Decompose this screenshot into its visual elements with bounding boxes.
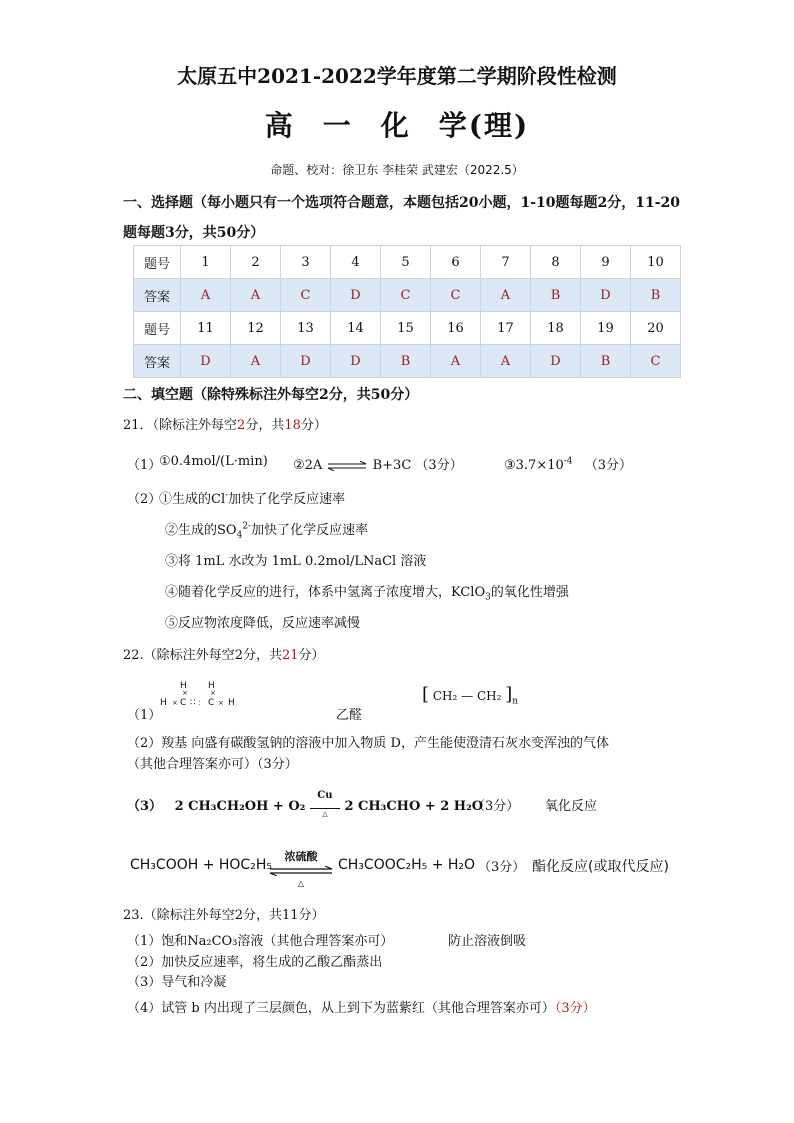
subject-title xyxy=(0,104,794,144)
answer-cell: A xyxy=(181,279,231,312)
table-cell: 17 xyxy=(481,312,531,345)
q22-part2-line2: （其他合理答案亦可）（3分） xyxy=(127,757,298,772)
answer-cell: A xyxy=(481,345,531,378)
polyethylene-formula xyxy=(422,684,518,706)
q21-part1-a: ①0.4mol/(L·min) xyxy=(159,454,268,469)
superscript: - xyxy=(225,490,229,501)
value-text: ③3.7×10 xyxy=(504,458,564,473)
table-cell: 15 xyxy=(381,312,431,345)
q22-head-total: 21 xyxy=(281,648,299,663)
svg-text:∷: ∷ xyxy=(190,698,196,708)
answer-cell: A xyxy=(231,345,281,378)
q22-part4-left: CH₃COOH + HOC₂H₅ xyxy=(130,857,272,873)
polymer-n: n xyxy=(512,696,519,707)
bracket-icon: ] xyxy=(505,684,513,705)
table-row xyxy=(134,279,681,312)
subject-char-2: 一 xyxy=(322,109,353,142)
q22-part3 xyxy=(127,790,484,818)
svg-text:×: × xyxy=(182,689,188,697)
equation-left: 2 CH₃CH₂OH + O₂ xyxy=(174,799,306,814)
q23-head-text: 23.（除标注外每空 xyxy=(123,908,235,923)
svg-text:H: H xyxy=(160,698,167,708)
answer-cell: D xyxy=(531,345,581,378)
table-row xyxy=(134,312,681,345)
q22-part4-right: CH₃COOC₂H₅ + H₂O xyxy=(338,857,476,873)
q21-part1-label: （1） xyxy=(127,458,162,473)
q22-head-points: 2 xyxy=(234,648,243,663)
q22-head-text: 分） xyxy=(298,648,325,663)
answer-cell: C xyxy=(631,345,681,378)
q22-part3-points: （3分） xyxy=(472,799,520,814)
q23-part4 xyxy=(127,997,596,1016)
table-cell: 14 xyxy=(331,312,381,345)
table-row xyxy=(134,345,681,378)
q23-head-text: 分） xyxy=(298,908,325,923)
q22-aldehyde: 乙醛 xyxy=(336,708,363,723)
table-cell: 1 xyxy=(181,246,231,279)
table-cell: 12 xyxy=(231,312,281,345)
q22-part1-label: （1） xyxy=(127,708,162,723)
table-cell: 2 xyxy=(231,246,281,279)
q21-head-text: 21．（除标注外每空 xyxy=(123,418,238,433)
table-row xyxy=(134,246,681,279)
q23-part1: （1）饱和Na₂CO₃溶液（其他合理答案亦可） xyxy=(127,934,394,949)
q21-head-points: 2 xyxy=(237,418,246,433)
subject-char-3: 化 xyxy=(380,109,411,142)
superscript: 2- xyxy=(242,521,252,532)
points-note: （3分） xyxy=(554,1001,596,1016)
table-cell: 6 xyxy=(431,246,481,279)
q23-head-total: 11 xyxy=(281,908,299,923)
table-cell: 16 xyxy=(431,312,481,345)
q21-part1-c xyxy=(504,454,632,473)
q21-head-text: 分，共 xyxy=(245,418,285,433)
item-text: 的氧化性增强 xyxy=(490,585,569,600)
q21-part2-item1 xyxy=(159,488,345,507)
q22-part4-type: 酯化反应(或取代反应) xyxy=(532,859,669,875)
answer-cell: A xyxy=(481,279,531,312)
svg-text:H: H xyxy=(208,681,215,691)
subscript: 4 xyxy=(236,530,243,541)
svg-text:H: H xyxy=(180,681,187,691)
answer-cell: D xyxy=(331,279,381,312)
q21-part2-item4 xyxy=(165,581,569,603)
answer-cell: B xyxy=(581,345,631,378)
subscript: 3 xyxy=(485,592,491,603)
part-label: （3） xyxy=(127,799,163,814)
answer-cell: A xyxy=(431,345,481,378)
row-label: 答案 xyxy=(134,345,181,378)
heat-symbol: △ xyxy=(297,879,305,888)
q23-part3: （3）导气和冷凝 xyxy=(127,975,227,990)
answer-table xyxy=(133,245,681,378)
esterification-arrow xyxy=(268,848,334,888)
equation-left: ②2A xyxy=(293,458,323,473)
ethylene-electron-formula-icon xyxy=(156,678,246,714)
section1-heading-line1: 一、选择题（每小题只有一个选项符合题意，本题包括20小题，1-10题每题2分，11-20 xyxy=(123,195,681,211)
q21-part2-item2 xyxy=(165,519,368,541)
answer-cell: C xyxy=(431,279,481,312)
table-cell: 18 xyxy=(531,312,581,345)
q23-heading xyxy=(123,904,325,923)
q22-heading xyxy=(123,644,325,663)
svg-text:C: C xyxy=(208,698,215,708)
svg-text:C: C xyxy=(180,698,187,708)
q23-part1-b: 防止溶液倒吸 xyxy=(448,934,527,949)
svg-text:：: ： xyxy=(198,699,205,707)
q21-part1-b xyxy=(293,454,463,473)
reversible-arrow-icon xyxy=(268,866,334,876)
q21-part2-label: （2） xyxy=(127,492,162,507)
answer-cell: D xyxy=(281,345,331,378)
subject-char-5: (理) xyxy=(468,109,530,142)
equation-right: B+3C xyxy=(372,458,412,473)
item-text: 加快了化学反应速率 xyxy=(228,492,346,507)
authors-line: 命题、校对：徐卫东 李桂荣 武建宏（2022.5） xyxy=(270,163,524,177)
points-note: （3分） xyxy=(415,458,463,473)
svg-text:×: × xyxy=(210,689,216,697)
svg-text:×: × xyxy=(218,699,224,707)
q22-part2-line1: （2）羧基 向盛有碳酸氢钠的溶液中加入物质 D，产生能使澄清石灰水变浑浊的气体 xyxy=(127,736,609,751)
answer-cell: C xyxy=(381,279,431,312)
q22-head-text: 分，共 xyxy=(242,648,282,663)
heat-symbol: △ xyxy=(322,810,328,818)
answer-cell: A xyxy=(231,279,281,312)
table-cell: 5 xyxy=(381,246,431,279)
q21-head-total: 18 xyxy=(284,418,301,433)
item-text: 加快了化学反应速率 xyxy=(251,523,369,538)
subject-char-1: 高 xyxy=(264,109,295,142)
table-cell: 4 xyxy=(331,246,381,279)
q21-part2-item5: ⑤反应物浓度降低，反应速率减慢 xyxy=(165,616,361,631)
section1-heading-line2: 题每题3分，共50分） xyxy=(123,225,265,241)
exponent: -4 xyxy=(563,456,573,467)
q23-head-text: 分，共 xyxy=(242,908,282,923)
answer-text: （4）试管 b 内出现了三层颜色，从上到下为蓝紫红（其他合理答案亦可） xyxy=(127,1001,555,1016)
q21-heading xyxy=(123,414,327,433)
reaction-arrow xyxy=(310,790,340,818)
answer-cell: D xyxy=(181,345,231,378)
q21-head-text: 分） xyxy=(300,418,327,433)
item-text: ④随着化学反应的进行，体系中氢离子浓度增大，KClO xyxy=(165,585,486,600)
answer-cell: B xyxy=(531,279,581,312)
q23-head-points: 2 xyxy=(234,908,243,923)
q21-part2-item3: ③将 1mL 水改为 1mL 0.2mol/LNaCl 溶液 xyxy=(165,554,427,569)
table-cell: 8 xyxy=(531,246,581,279)
item-text: ①生成的Cl xyxy=(159,492,226,507)
section2-heading: 二、填空题（除特殊标注外每空2分，共50分） xyxy=(123,387,419,403)
table-cell: 19 xyxy=(581,312,631,345)
equation-right: 2 CH₃CHO + 2 H₂O xyxy=(344,799,484,814)
table-cell: 3 xyxy=(281,246,331,279)
polymer-unit: CH₂ — CH₂ xyxy=(432,689,502,703)
svg-text:×: × xyxy=(172,699,178,707)
table-cell: 11 xyxy=(181,312,231,345)
item-text: ②生成的SO xyxy=(165,523,237,538)
q23-part2: （2）加快反应速率，将生成的乙酸乙酯蒸出 xyxy=(127,955,383,970)
row-label: 答案 xyxy=(134,279,181,312)
answer-cell: D xyxy=(581,279,631,312)
subject-char-4: 学 xyxy=(438,109,469,142)
answer-cell: B xyxy=(381,345,431,378)
document-title: 太原五中2021-2022学年度第二学期阶段性检测 xyxy=(177,64,617,88)
catalyst: 浓硫酸 xyxy=(284,850,318,863)
table-cell: 20 xyxy=(631,312,681,345)
answer-cell: B xyxy=(631,279,681,312)
table-cell: 13 xyxy=(281,312,331,345)
answer-cell: C xyxy=(281,279,331,312)
row-label: 题号 xyxy=(134,312,181,345)
catalyst: Cu xyxy=(317,790,333,801)
answer-cell: D xyxy=(331,345,381,378)
q22-part3-type: 氧化反应 xyxy=(545,799,598,814)
row-label: 题号 xyxy=(134,246,181,279)
table-cell: 9 xyxy=(581,246,631,279)
q22-head-text: 22.（除标注外每空 xyxy=(123,648,235,663)
table-cell: 10 xyxy=(631,246,681,279)
equilibrium-arrow-icon xyxy=(326,461,368,471)
q22-part4-points: （3分） xyxy=(478,860,526,875)
svg-text:H: H xyxy=(228,698,235,708)
bracket-icon: [ xyxy=(422,684,430,705)
table-cell: 7 xyxy=(481,246,531,279)
points-note: （3分） xyxy=(584,458,632,473)
